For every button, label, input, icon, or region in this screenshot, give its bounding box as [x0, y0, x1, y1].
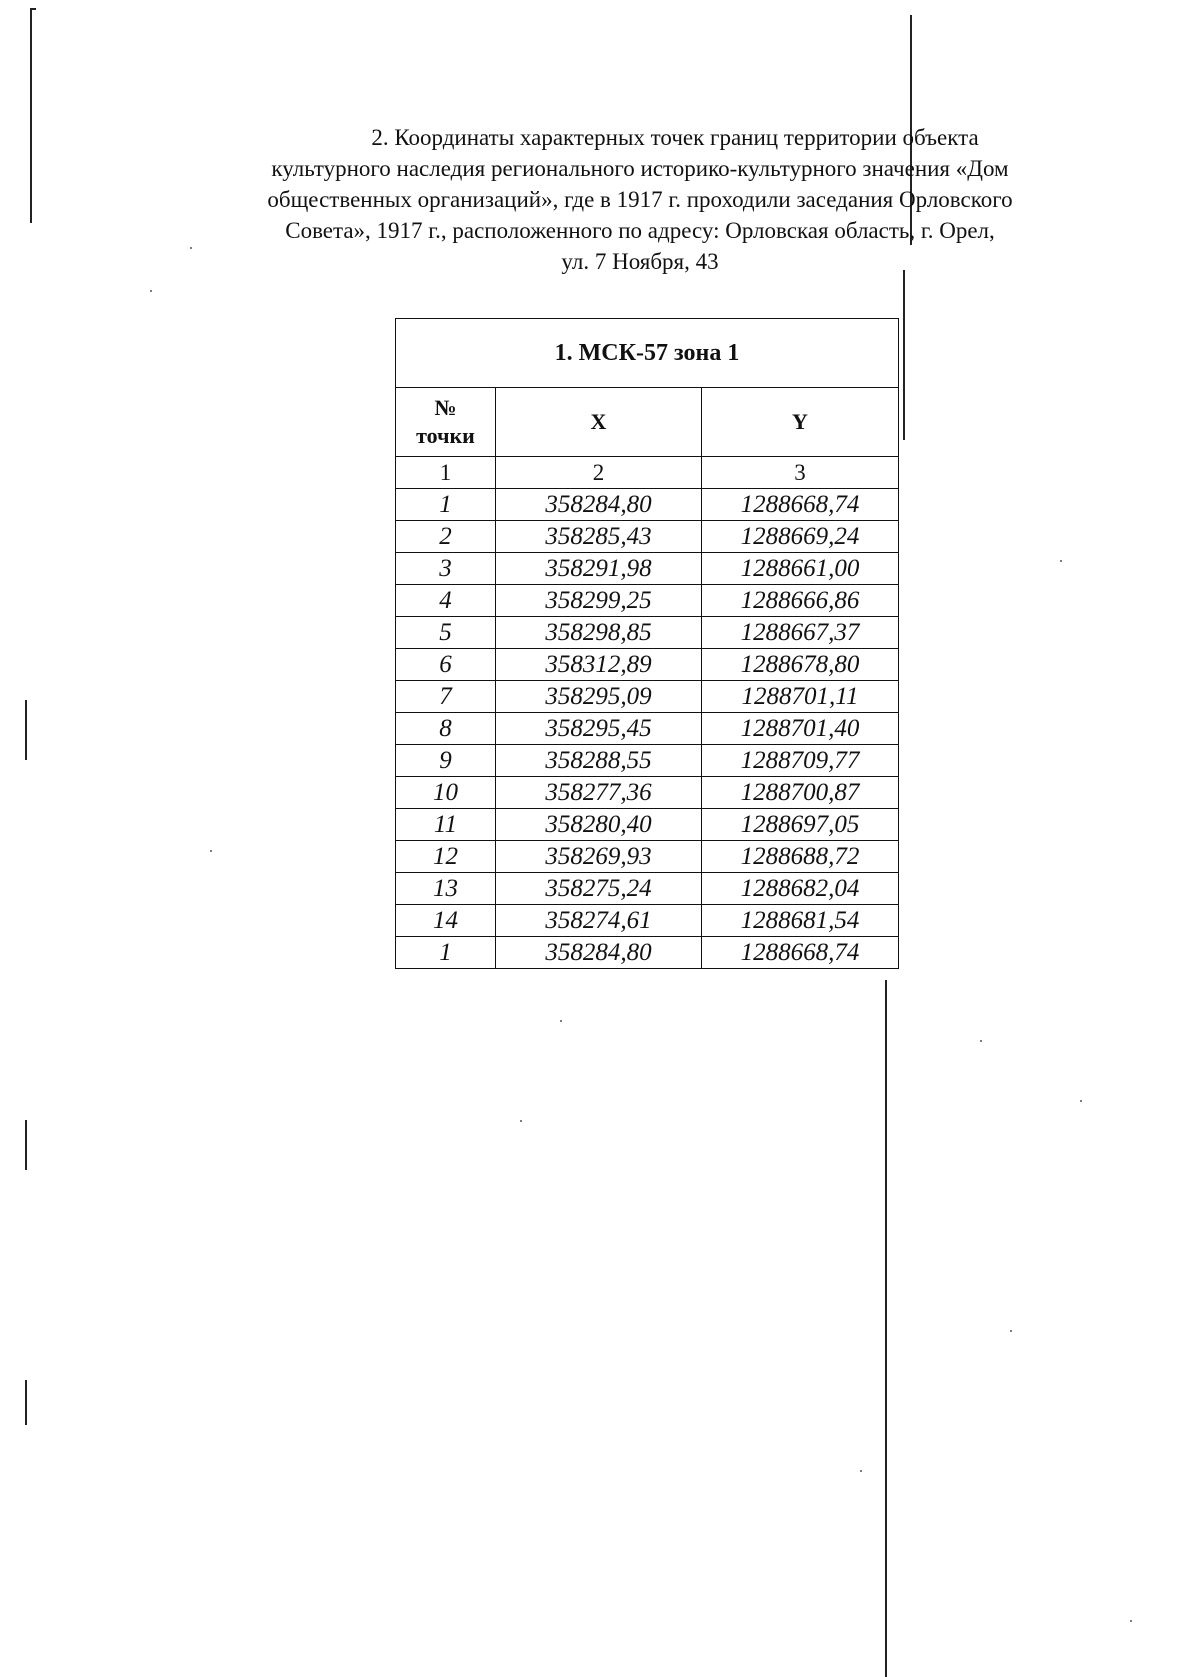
table-row — [396, 553, 899, 585]
table-row — [396, 649, 899, 681]
point-number: 1 — [396, 489, 496, 521]
header-point-number-symbol: № — [434, 395, 457, 420]
heading-line: ул. 7 Ноября, 43 — [561, 249, 719, 274]
table-row — [396, 745, 899, 777]
header-x: X — [496, 388, 702, 457]
scan-artifact-speck — [150, 290, 152, 292]
point-number: 3 — [396, 553, 496, 585]
x-coordinate: 358277,36 — [496, 777, 702, 809]
y-coordinate: 1288682,04 — [702, 873, 899, 905]
heading-line: культурного наследия регионального историко-культурного значения «Дом — [271, 156, 1009, 181]
point-number: 12 — [396, 841, 496, 873]
scan-artifact-left-mark — [30, 8, 36, 10]
scan-artifact-speck — [210, 850, 212, 852]
scan-artifact-vertical-line — [885, 980, 887, 1677]
table-row — [396, 777, 899, 809]
y-coordinate: 1288667,37 — [702, 617, 899, 649]
y-coordinate: 1288666,86 — [702, 585, 899, 617]
point-number: 6 — [396, 649, 496, 681]
scan-artifact-speck — [1080, 1100, 1082, 1102]
x-coordinate: 358280,40 — [496, 809, 702, 841]
x-coordinate: 358284,80 — [496, 937, 702, 969]
heading-line: Совета», 1917 г., расположенного по адресу: Орловская область, г. Орел, — [285, 218, 995, 243]
x-coordinate: 358299,25 — [496, 585, 702, 617]
y-coordinate: 1288661,00 — [702, 553, 899, 585]
point-number: 9 — [396, 745, 496, 777]
x-coordinate: 358295,45 — [496, 713, 702, 745]
scan-artifact-speck — [1010, 1330, 1012, 1332]
table-row — [396, 521, 899, 553]
table-row — [396, 873, 899, 905]
scan-artifact-left-mark — [25, 700, 27, 760]
y-coordinate: 1288668,74 — [702, 489, 899, 521]
column-number: 1 — [396, 457, 496, 489]
document-heading — [200, 122, 1080, 277]
scan-artifact-speck — [520, 1120, 522, 1122]
column-number-row — [396, 457, 899, 489]
point-number: 4 — [396, 585, 496, 617]
x-coordinate: 358312,89 — [496, 649, 702, 681]
column-number: 3 — [702, 457, 899, 489]
y-coordinate: 1288688,72 — [702, 841, 899, 873]
point-number: 8 — [396, 713, 496, 745]
point-number: 2 — [396, 521, 496, 553]
x-coordinate: 358285,43 — [496, 521, 702, 553]
scan-artifact-speck — [190, 247, 192, 249]
table-row — [396, 937, 899, 969]
y-coordinate: 1288701,11 — [702, 681, 899, 713]
column-number: 2 — [496, 457, 702, 489]
x-coordinate: 358295,09 — [496, 681, 702, 713]
y-coordinate: 1288700,87 — [702, 777, 899, 809]
scan-artifact-speck — [860, 1470, 862, 1472]
table-row — [396, 489, 899, 521]
header-point-number-label: точки — [416, 423, 475, 448]
scan-artifact-speck — [560, 1020, 562, 1022]
table-row — [396, 841, 899, 873]
heading-line: 2. Координаты характерных точек границ территории объекта — [371, 125, 979, 150]
y-coordinate: 1288709,77 — [702, 745, 899, 777]
point-number: 7 — [396, 681, 496, 713]
x-coordinate: 358269,93 — [496, 841, 702, 873]
point-number: 14 — [396, 905, 496, 937]
scan-artifact-speck — [980, 1040, 982, 1042]
point-number: 5 — [396, 617, 496, 649]
y-coordinate: 1288681,54 — [702, 905, 899, 937]
point-number: 11 — [396, 809, 496, 841]
table-row — [396, 585, 899, 617]
y-coordinate: 1288668,74 — [702, 937, 899, 969]
coordinates-table — [395, 318, 899, 969]
y-coordinate: 1288697,05 — [702, 809, 899, 841]
table-title: 1. МСК-57 зона 1 — [396, 319, 899, 388]
table-row — [396, 681, 899, 713]
point-number: 10 — [396, 777, 496, 809]
heading-line: общественных организаций», где в 1917 г. проходили заседания Орловского — [267, 187, 1013, 212]
x-coordinate: 358298,85 — [496, 617, 702, 649]
point-number: 13 — [396, 873, 496, 905]
scan-artifact-speck — [1060, 560, 1062, 562]
scan-artifact-vertical-line — [903, 270, 905, 440]
scan-artifact-left-mark — [25, 1380, 27, 1425]
scan-artifact-speck — [1130, 1620, 1132, 1622]
table-row — [396, 809, 899, 841]
point-number: 1 — [396, 937, 496, 969]
y-coordinate: 1288678,80 — [702, 649, 899, 681]
y-coordinate: 1288701,40 — [702, 713, 899, 745]
table-row — [396, 905, 899, 937]
table-row — [396, 713, 899, 745]
x-coordinate: 358275,24 — [496, 873, 702, 905]
x-coordinate: 358274,61 — [496, 905, 702, 937]
y-coordinate: 1288669,24 — [702, 521, 899, 553]
x-coordinate: 358288,55 — [496, 745, 702, 777]
x-coordinate: 358291,98 — [496, 553, 702, 585]
header-y: Y — [702, 388, 899, 457]
scan-artifact-left-mark — [30, 8, 32, 223]
table-row — [396, 617, 899, 649]
header-point-number — [396, 388, 496, 457]
x-coordinate: 358284,80 — [496, 489, 702, 521]
scan-artifact-left-mark — [25, 1120, 27, 1170]
